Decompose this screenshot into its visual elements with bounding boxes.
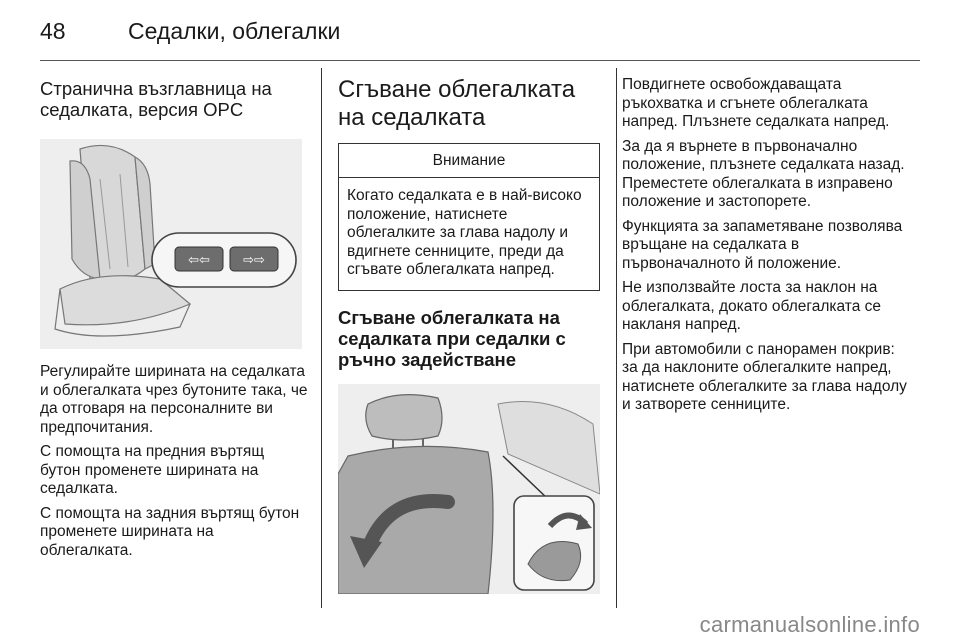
warning-title: Внимание [339,144,599,178]
paragraph: Регулирайте ширината на седалката и облегалката чрез бутоните така, че да отговаря на персоналните ви предпочитания. [40,363,308,436]
paragraph: Функцията за запаметяване позволява връщане на седалката в първоначалното й положение. [622,217,903,272]
watermark: carmanualsonline.info [699,612,920,637]
subsection-heading-manual-seats: Сгъване облегалката на седалката при седалки с ръчно задействане [338,306,566,370]
section-heading-fold-backrest: Сгъване облегалката на седалката [338,76,576,131]
manual-seat-fold-illustration [338,384,600,594]
svg-text:⇨⇨: ⇨⇨ [243,253,265,268]
paragraph: С помощта на предния въртящ бутон променете ширината на седалката. [40,443,265,497]
warning-text: Когато седалката е в най-високо положение, натиснете облегалките за глава надолу и вдигнете сенниците, преди да сгъвате облегалката напред. [347,187,582,278]
column-divider [321,68,322,608]
page-number: 48 [40,18,66,44]
section-heading-side-bolster: Странична възглавница на седалката, версия OPC [40,78,272,120]
column-1 [40,66,308,566]
paragraph: Не използвайте лоста за наклон на облегалката, докато облегалката се накланя напред. [622,279,881,333]
page-title: Седалки, облегалки [128,18,341,44]
paragraph: Повдигнете освобождаващата ръкохватка и сгънете облегалката напред. Плъзнете седалката напред. [622,76,890,130]
warning-box [338,143,600,291]
paragraph: При автомобили с панорамен покрив: за да наклоните облегалките напред, натиснете облегалките за глава надолу и затворете сенниците. [622,340,907,413]
paragraph: С помощта на задния въртящ бутон променете ширината на облегалката. [40,504,300,559]
seat-bolster-drawing [40,139,302,349]
column-3 [622,66,912,421]
seat-bolster-illustration [40,139,302,349]
column-2 [338,66,606,594]
column-divider [616,68,617,608]
manual-seat-fold-drawing [338,384,600,594]
page-header [40,14,920,48]
svg-text:⇦⇦: ⇦⇦ [188,253,210,268]
header-rule [40,60,920,61]
paragraph: За да я върнете в първоначално положение, плъзнете седалката назад. Преместете облегалката в изправено положение и застопорете. [622,137,905,210]
